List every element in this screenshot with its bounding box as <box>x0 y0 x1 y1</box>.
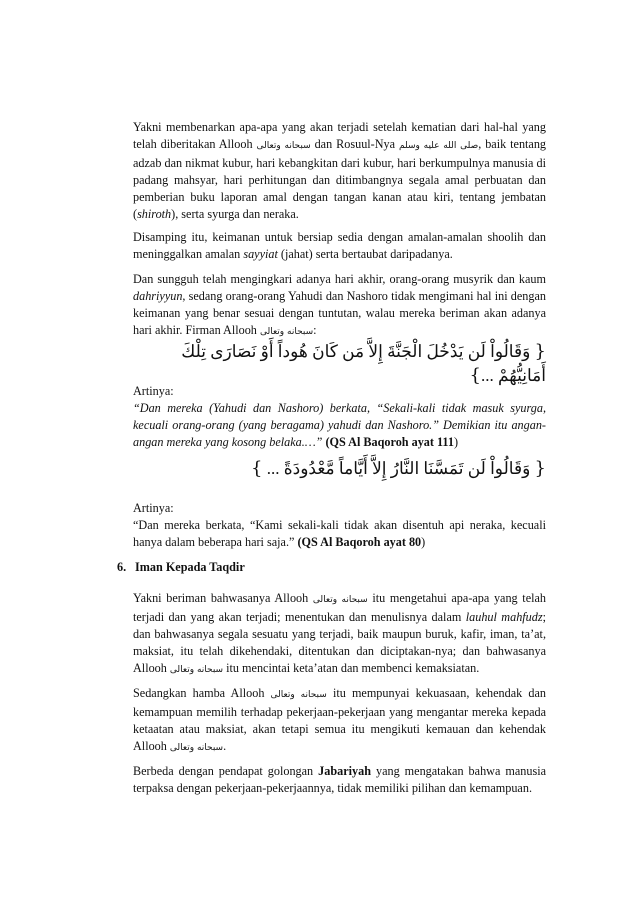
paragraph-jabariyah <box>133 763 546 797</box>
verse-reference: (QS Al Baqoroh ayat 111 <box>325 435 454 449</box>
translation-text: “Dan mereka (Yahudi dan Nashoro) berkata, “Sekali-kali tidak masuk syurga, kecuali orang-orang (yang beragama) yahudi dan Nashoro.” Demikian itu angan-angan mereka yang kosong belaka.…” <box>133 401 546 449</box>
italic-term: dahriyyun <box>133 289 183 303</box>
text: Berbeda dengan pendapat golongan <box>133 764 319 778</box>
section-title: Iman Kepada Taqdir <box>135 560 245 574</box>
text: Yakni beriman bahwasanya Allooh <box>133 591 313 605</box>
arabic-verse-text: وَقَالُواْ لَن تَمَسَّنَا النَّارُ إِلاَّ أَيَّاماً مَّعْدُودَةً <box>283 459 531 478</box>
text: : <box>313 323 317 337</box>
brace-close: } <box>534 458 546 479</box>
arabic-honorific: سبحانه وتعالى <box>312 595 368 605</box>
quran-verse-baqoroh-80 <box>133 457 546 481</box>
arabic-honorific: سبحانه وتعالى <box>270 690 327 700</box>
quran-verse-baqoroh-111 <box>133 340 546 388</box>
ellipsis: ... <box>266 459 280 478</box>
brace-open: { <box>469 365 481 386</box>
italic-term: sayyiat <box>243 247 278 261</box>
verse-reference: (QS Al Baqoroh ayat 80 <box>297 535 422 549</box>
text: itu mencintai keta’atan dan membenci kemaksiatan. <box>223 661 480 675</box>
text: ) <box>453 435 458 449</box>
translation-baqoroh-111 <box>133 383 546 451</box>
text: dan Rosuul-Nya <box>310 137 399 151</box>
section-number: 6. <box>117 560 127 574</box>
text: Dan sungguh telah mengingkari adanya hari akhir, orang-orang musyrik dan kaum <box>133 272 546 286</box>
translation-baqoroh-80 <box>133 500 546 551</box>
text: Yakni membenarkan apa-apa yang akan terjadi setelah kematian dari hal-hal yang telah diberitakan Allooh <box>133 120 546 151</box>
text: itu mempunyai kekuasaan, kehendak dan kemampuan memilih terhadap pekerjaan-pekerjaan yang mengantar mereka kepada ketaatan atau maksiat, akan tetapi semua itu mengikuti kemauan dan kehendak Allooh <box>133 686 546 753</box>
artinya-label: Artinya: <box>133 384 174 398</box>
arabic-honorific: سبحانه وتعالى <box>259 327 314 337</box>
paragraph-taqdir-definition <box>133 590 546 679</box>
paragraph-amal-shoolih <box>133 229 546 263</box>
arabic-verse-text: وَقَالُواْ لَن يَدْخُلَ الْجَنَّةَ إِلاَّ مَن كَانَ هُوداً أَوْ نَصَارَى تِلْكَ أَمَانِيُّهُمْ <box>181 342 546 385</box>
arabic-honorific: سبحانه وتعالى <box>169 743 224 753</box>
text: Disamping itu, keimanan untuk bersiap sedia dengan amalan-amalan shoolih dan meninggalkan amalan <box>133 230 546 261</box>
ellipsis: ... <box>480 366 494 385</box>
text: (jahat) serta bertaubat daripadanya. <box>277 247 453 261</box>
paragraph-akhir-definition <box>133 119 546 223</box>
arabic-honorific: سبحانه وتعالى <box>256 141 311 151</box>
text: ) <box>421 535 426 549</box>
bold-term: Jabariyah <box>318 764 371 778</box>
text: ; dan bahwasanya segala sesuatu yang terjadi, baik maupun buruk, kafir, iman, ta’at, maksiat, itu telah dikehendaki, ditentukan dan diciptakan-nya; dan bahwasanya Allooh <box>133 610 547 675</box>
italic-term: lauhul mahfudz <box>465 610 543 624</box>
brace-close: } <box>534 341 546 362</box>
paragraph-ingkar-akhir <box>133 271 546 341</box>
text: , baik tentang adzab dan nikmat kubur, hari kebangkitan dari kubur, hari berkumpulnya manusia di padang mahsyar, hari perhitungan dan ditimbangnya segala amal perbuatan dan pemberian buku laporan amal dengan tangan kanan atau kiri, tentang jembatan ( <box>133 137 547 221</box>
italic-term: shiroth <box>137 207 172 221</box>
text: . <box>223 739 227 753</box>
arabic-honorific: سبحانه وتعالى <box>169 665 224 675</box>
text: yang mengatakan bahwa manusia terpaksa dengan pekerjaan-pekerjaannya, tidak memiliki pilihan dan kemampuan. <box>133 764 546 795</box>
paragraph-hamba-kehendak <box>133 685 546 757</box>
artinya-label: Artinya: <box>133 501 174 515</box>
text: , sedang orang-orang Yahudi dan Nashoro tidak mengimani hal ini dengan keimanan yang benar sesuai dengan tuntutan, walau mereka beriman akan adanya hari akhir. Firman Allooh <box>133 289 546 337</box>
brace-open: { <box>251 458 263 479</box>
text: ), serta syurga dan neraka. <box>171 207 299 221</box>
text: itu mengetahui apa-apa yang telah terjadi dan yang akan terjadi; menentukan dan menulisnya dalam <box>133 591 546 624</box>
translation-text: “Dan mereka berkata, “Kami sekali-kali tidak akan disentuh api neraka, kecuali hanya dalam beberapa hari saja.” <box>133 518 546 549</box>
arabic-honorific: صلى الله عليه وسلم <box>399 141 479 151</box>
text: Sedangkan hamba Allooh <box>133 686 271 700</box>
section-heading-taqdir <box>117 560 245 575</box>
